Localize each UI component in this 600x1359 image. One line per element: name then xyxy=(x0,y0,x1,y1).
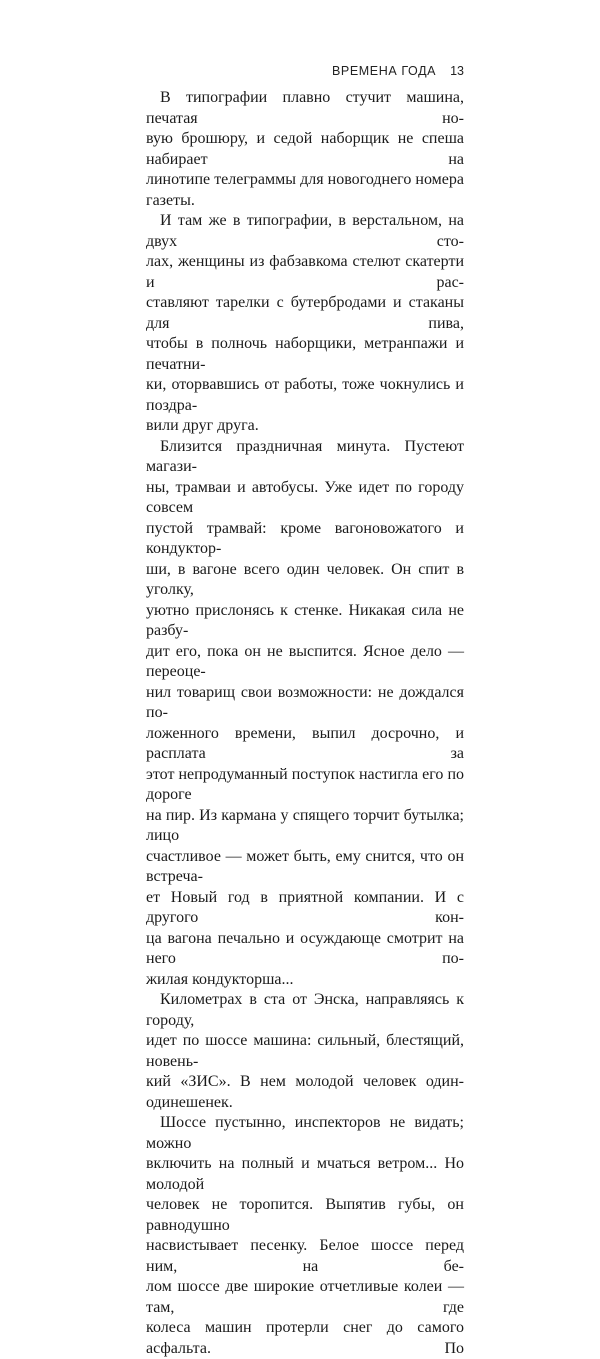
text-line: ложенного времени, выпил досрочно, и расплата за xyxy=(146,724,464,762)
text-line: кий «ЗИС». В нем молодой человек один-одинешенек. xyxy=(146,1073,464,1111)
paragraph xyxy=(146,88,464,211)
text-line: идет по шоссе машина: сильный, блестящий, новень- xyxy=(146,1032,464,1070)
text-line: человек не торопится. Выпятив губы, он равнодушно xyxy=(146,1196,464,1234)
text-line: чтобы в полночь наборщики, метранпажи и печатни- xyxy=(146,335,464,373)
paragraph xyxy=(146,211,464,437)
text-line: лом шоссе две широкие отчетливые колеи — там, где xyxy=(146,1278,464,1316)
text-line: этот непродуманный поступок настигла его по дороге xyxy=(146,765,464,803)
text-line: дит его, пока он не выспится. Ясное дело — переоце- xyxy=(146,642,464,680)
text-line: И там же в типографии, в верстальном, на двух сто- xyxy=(146,212,464,250)
text-line: лах, женщины из фабзавкома стелют скатерти и рас- xyxy=(146,253,464,291)
text-line: линотипе телеграммы для новогоднего номера газеты. xyxy=(146,171,464,209)
text-line: ки, оторвавшись от работы, тоже чокнулись и поздра- xyxy=(146,376,464,414)
paragraph xyxy=(146,1113,464,1359)
text-line: Близится праздничная минута. Пустеют магази- xyxy=(146,437,464,475)
text-line: ет Новый год в приятной компании. И с другого кон- xyxy=(146,888,464,926)
text-line: ставляют тарелки с бутербродами и стаканы для пива, xyxy=(146,294,464,332)
text-line: насвистывает песенку. Белое шоссе перед ним, на бе- xyxy=(146,1237,464,1275)
body-text xyxy=(146,88,464,1359)
text-line: ны, трамваи и автобусы. Уже идет по городу совсем xyxy=(146,478,464,516)
text-line: нил товарищ свои возможности: не дождался по- xyxy=(146,683,464,721)
text-line: ца вагона печально и осуждающе смотрит на него по- xyxy=(146,929,464,967)
text-line: вую брошюру, и седой наборщик не спеша набирает на xyxy=(146,130,464,168)
running-head xyxy=(146,64,464,78)
text-line: В типографии плавно стучит машина, печатая но- xyxy=(146,89,464,127)
text-line: Шоссе пустынно, инспекторов не видать; можно xyxy=(146,1114,464,1152)
text-line: жилая кондукторша... xyxy=(146,970,294,988)
text-line: колеса машин протерли снег до самого асфальта. По xyxy=(146,1319,464,1357)
text-line: счастливое — может быть, ему снится, что он встреча- xyxy=(146,847,464,885)
paragraph xyxy=(146,990,464,1113)
text-line: пустой трамвай: кроме вагоновожатого и кондуктор- xyxy=(146,519,464,557)
text-line: уютно прислонясь к стенке. Никакая сила не разбу- xyxy=(146,601,464,639)
running-title: ВРЕМЕНА ГОДА xyxy=(331,64,437,78)
text-line: Километрах в ста от Энска, направляясь к городу, xyxy=(146,991,464,1029)
text-line: вили друг друга. xyxy=(146,417,259,434)
text-line: ши, в вагоне всего один человек. Он спит в уголку, xyxy=(146,560,464,598)
text-line: на пир. Из кармана у спящего торчит бутылка; лицо xyxy=(146,806,464,844)
text-line: включить на полный и мчаться ветром... Но молодой xyxy=(146,1155,464,1193)
page-number: 13 xyxy=(450,64,464,78)
paragraph xyxy=(146,437,464,991)
